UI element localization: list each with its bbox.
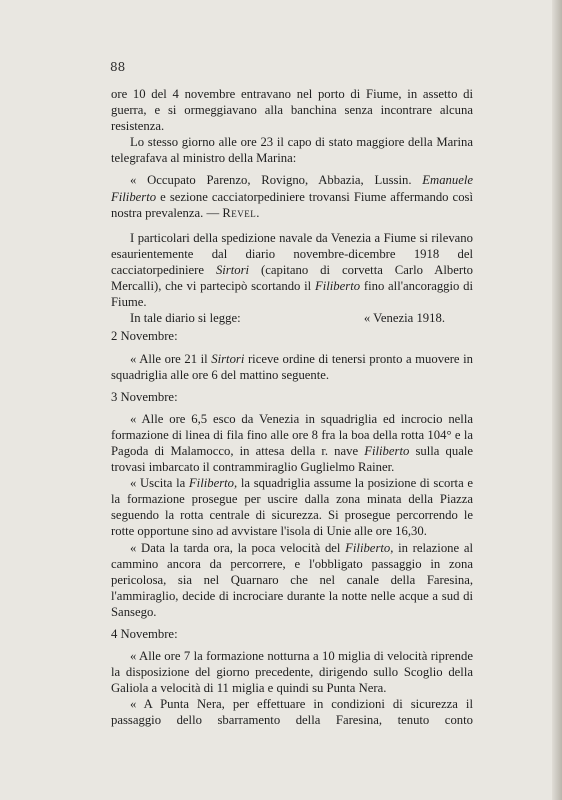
diary-date-heading: 3 Novembre: [111, 389, 178, 404]
diary-date-heading: 4 Novembre: [111, 627, 178, 641]
diary-entry: « A Punta Nera, per effettuare in condizioni di sicurezza il passaggio dello sbarramento della Faresina, tenuto conto [111, 697, 473, 728]
ship-name: Sirtori [211, 351, 245, 366]
ship-name: Filiberto [364, 443, 410, 458]
diary-entry: « Alle ore 21 il Sirtori riceve ordine di tenersi pronto a muovere in squadriglia alle ore 6 del mattino seguente. [111, 351, 473, 382]
ship-name: Sirtori [215, 262, 250, 277]
paragraph: Lo stesso giorno alle ore 23 il capo di stato maggiore della Marina telegrafava al ministro della Marina: [111, 135, 473, 166]
page-number: 88 [110, 60, 126, 74]
diary-entry: « Alle ore 7 la formazione notturna a 10 miglia di velocità riprende la disposizione del giorno precedente, dirigendo sullo Scoglio della Galiola a velocità di 11 miglia e quindi su Punta Nera. [111, 649, 473, 696]
ship-name: Filiberto, [188, 476, 238, 491]
diary-dateline: « Venezia 1918. [363, 311, 445, 326]
page-edge-shadow [552, 0, 562, 800]
paragraph: I particolari della spedizione navale da Venezia a Fiume si rilevano esaurientemente dal diario novembre-dicembre 1918 del cacciatorpediniere Sirtori (capitano di corvetta Carlo Alberto Mercalli), che vi partecipò scortando il Filiberto fino all'ancoraggio di Fiume. [111, 230, 474, 310]
body-text [111, 86, 473, 729]
ship-name: Emanuele Filiberto [111, 173, 474, 204]
diary-entry: « Uscita la Filiberto, la squadriglia assume la posizione di scorta e la formazione prosegue per uscire dalla zona minata della Piazza seguendo la rotta centrale di sicurezza. Si prosegue percorrendo le rotte opportune sino ad avvistare l'isola di Unie alle ore 16,30. [111, 476, 473, 539]
ship-name: Filiberto [314, 279, 361, 294]
diary-entry: « Data la tarda ora, la poca velocità del Filiberto, in relazione al cammino ancora da percorrere, e l'obbligato passaggio in zona pericolosa, sia nel Quarnaro che nel canale della Faresina, l'ammiraglio, decide di incrociare durante la notte nelle acque a sud di Sansego. [111, 540, 473, 619]
paragraph: ore 10 del 4 novembre entravano nel porto di Fiume, in assetto di guerra, e si ormeggiavano alla banchina senza incontrare alcuna resistenza. [111, 87, 473, 134]
diary-entry: « Alle ore 6,5 esco da Venezia in squadriglia ed incrocio nella formazione di linea di fila fino alle ore 8 fra la boa della rotta 104° e la Pagoda di Malamocco, in attesa della r. nave Filiberto sulla quale trovasi imbarcato il contrammiraglio Guglielmo Rainer. [111, 411, 473, 475]
paragraph: In tale diario si legge: [130, 311, 241, 326]
diary-date-heading: 2 Novembre: [111, 329, 178, 344]
ship-name: Filiberto, [345, 540, 394, 555]
telegram-quote: « Occupato Parenzo, Rovigno, Abbazia, Lussin. Emanuele Filiberto e sezione cacciatorpediniere trovansi Fiume affermando così nostra prevalenza. — Revel. [111, 173, 474, 220]
signature: Revel. [222, 205, 260, 220]
